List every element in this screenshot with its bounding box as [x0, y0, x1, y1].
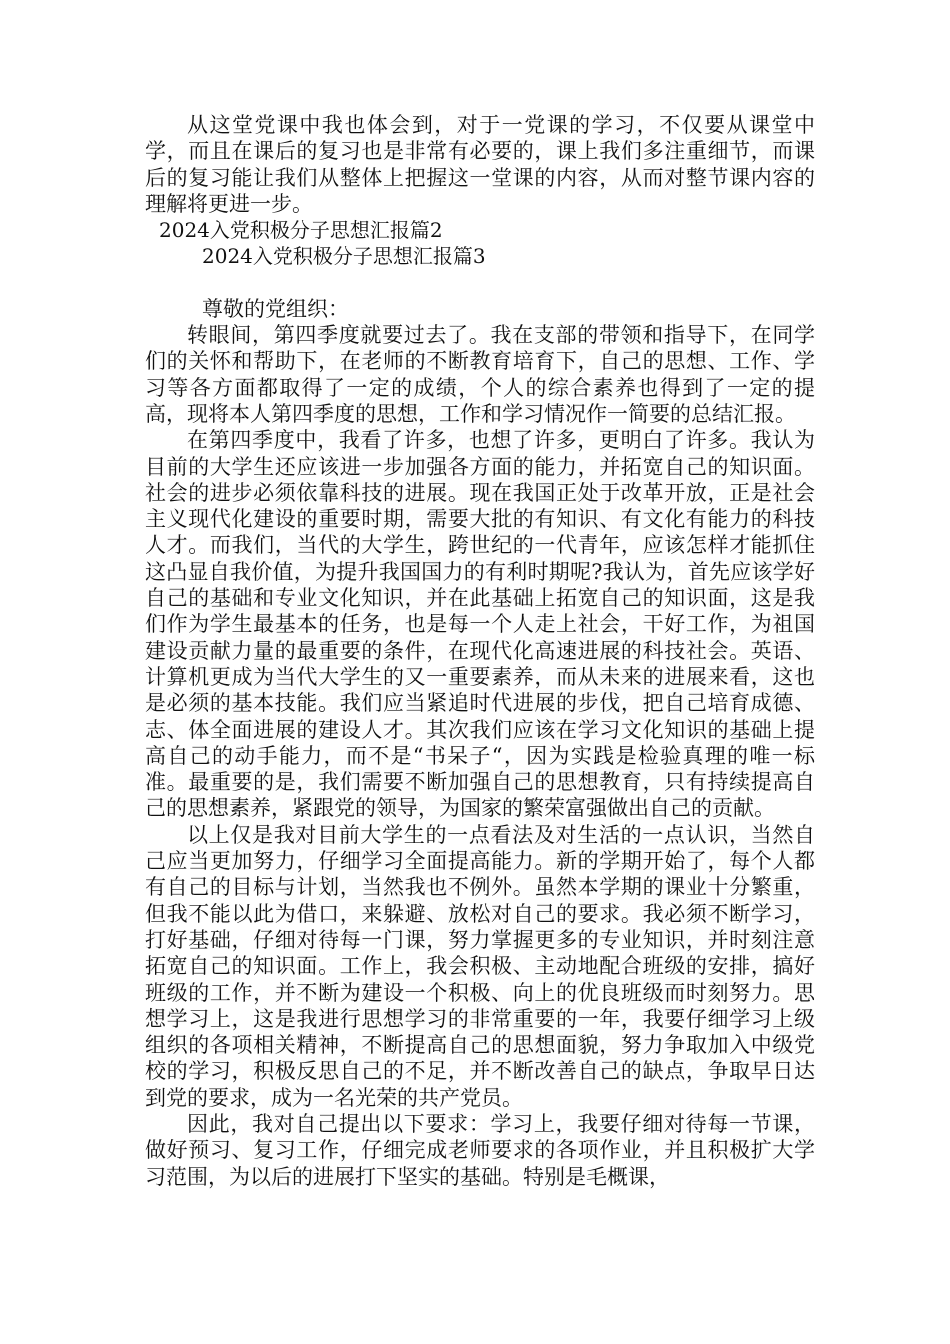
document-page	[145, 112, 815, 1190]
section-heading-2: 2024入党积极分子思想汇报篇2	[159, 218, 443, 243]
intro-paragraph: 从这堂党课中我也体会到，对于一党课的学习，不仅要从课堂中学，而且在课后的复习也是非常有必要的，课上我们多注重细节，而课后的复习能让我们从整体上把握这一堂课的内容，从而对整节课内容的理解将更进一步。	[145, 113, 815, 216]
body-paragraph-2: 在第四季度中，我看了许多，也想了许多，更明白了许多。我认为目前的大学生还应该进一步加强各方面的能力，并拓宽自己的知识面。社会的进步必须依靠科技的进展。现在我国正处于改革开放，正是社会主义现代化建设的重要时期，需要大批的有知识、有文化有能力的科技人才。而我们，当代的大学生，跨世纪的一代青年，应该怎样才能抓住这凸显自我价值，为提升我国国力的有利时期呢?我认为，首先应该学好自己的基础和专业文化知识，并在此基础上拓宽自己的知识面，这是我们作为学生最基本的任务，也是每一个人走上社会，干好工作，为祖国建设贡献力量的最重要的条件，在现代化高速进展的科技社会。英语、计算机更成为当代大学生的又一重要素养，而从未来的进展来看，这也是必须的基本技能。我们应当紧追时代进展的步伐，把自己培育成德、志、体全面进展的建设人才。其次我们应该在学习文化知识的基础上提高自己的动手能力，而不是“书呆子“，因为实践是检验真理的唯一标准。最重要的是，我们需要不断加强自己的思想教育，只有持续提高自己的思想素养，紧跟党的领导，为国家的繁荣富强做出自己的贡献。	[145, 428, 815, 821]
section-heading-3: 2024入党积极分子思想汇报篇3	[202, 244, 486, 269]
body-paragraph-3: 以上仅是我对目前大学生的一点看法及对生活的一点认识，当然自己应当更加努力，仔细学习全面提高能力。新的学期开始了，每个人都有自己的目标与计划，当然我也不例外。虽然本学期的课业十分繁重，但我不能以此为借口，来躲避、放松对自己的要求。我必须不断学习，打好基础，仔细对待每一门课，努力掌握更多的专业知识，并时刻注意拓宽自己的知识面。工作上，我会积极、主动地配合班级的安排，搞好班级的工作，并不断为建设一个积极、向上的优良班级而时刻努力。思想学习上，这是我进行思想学习的非常重要的一年，我要仔细学习上级组织的各项相关精神，不断提高自己的思想面貌，努力争取加入中级党校的学习，积极反思自己的不足，并不断改善自己的缺点，争取早日达到党的要求，成为一名光荣的共产党员。	[145, 822, 815, 1110]
salutation: 尊敬的党组织：	[202, 296, 349, 321]
blank-line	[145, 270, 815, 296]
body-paragraph-4: 因此，我对自己提出以下要求：学习上，我要仔细对待每一节课，做好预习、复习工作，仔细完成老师要求的各项作业，并且积极扩大学习范围，为以后的进展打下坚实的基础。特别是毛概课，	[145, 1111, 815, 1189]
body-paragraph-1: 转眼间，第四季度就要过去了。我在支部的带领和指导下，在同学们的关怀和帮助下，在老师的不断教育培育下，自己的思想、工作、学习等各方面都取得了一定的成绩，个人的综合素养也得到了一定的提高，现将本人第四季度的思想，工作和学习情况作一简要的总结汇报。	[145, 323, 815, 426]
